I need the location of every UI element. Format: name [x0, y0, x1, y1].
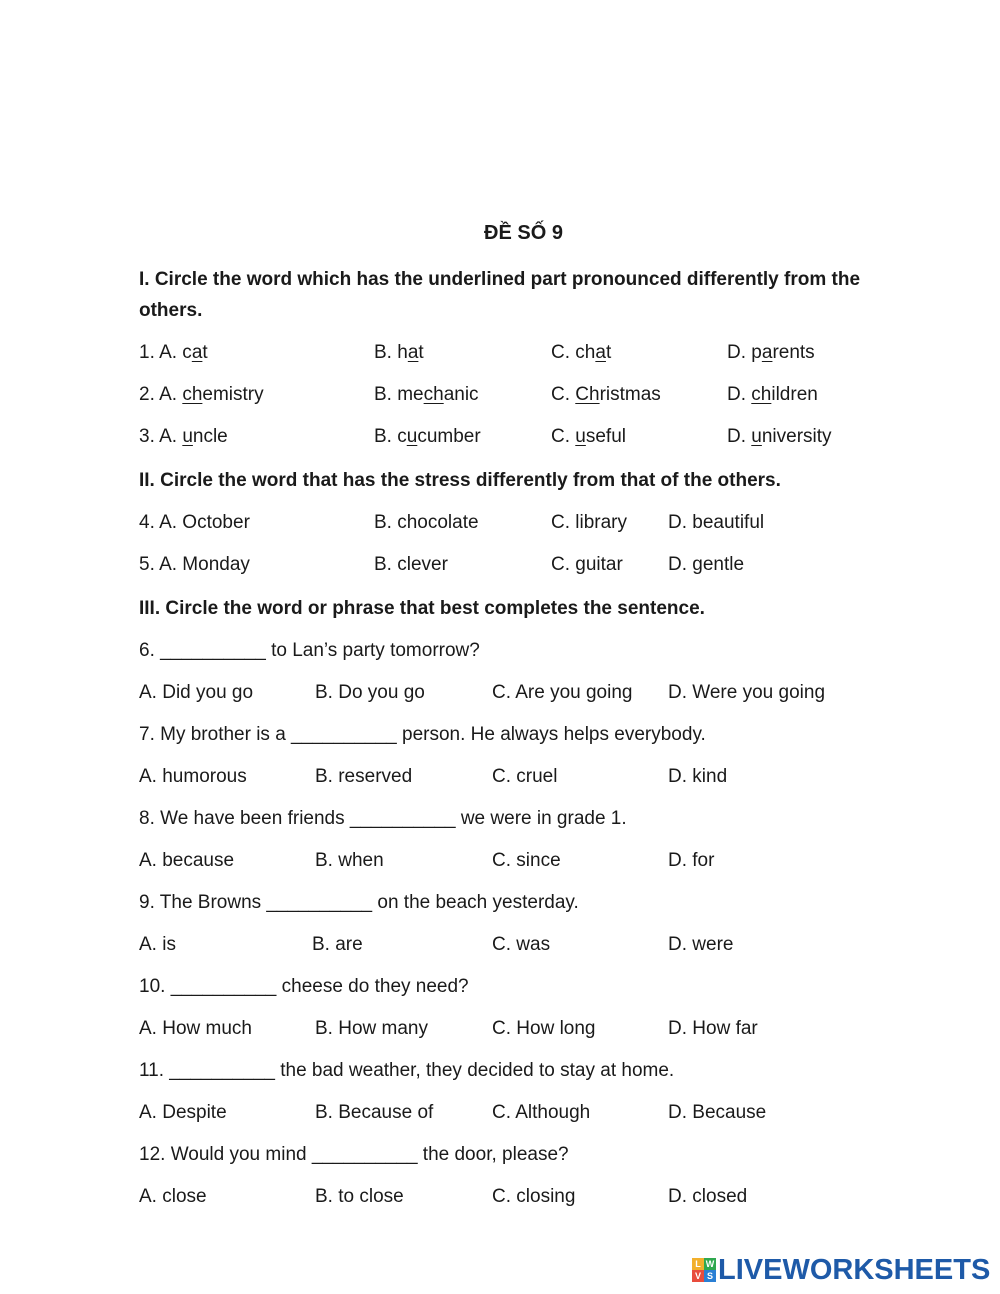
q11-option-c[interactable]: C. Although: [492, 1102, 591, 1123]
q9-option-c[interactable]: C. was: [492, 934, 551, 955]
q7-option-d[interactable]: D. kind: [668, 766, 728, 787]
q12-option-a[interactable]: A. close: [139, 1186, 207, 1207]
q2-option-a[interactable]: 2. A. chemistry: [139, 384, 264, 405]
badge-cell: S: [704, 1270, 716, 1282]
q12-option-d[interactable]: D. closed: [668, 1186, 748, 1207]
q4-option-a[interactable]: 4. A. October: [139, 512, 250, 533]
q2-option-b[interactable]: B. mechanic: [374, 384, 479, 405]
section-1-heading: I. Circle the word which has the underlined part pronounced differently from the others.: [139, 269, 861, 321]
q7-option-a[interactable]: A. humorous: [139, 766, 247, 787]
q2-option-d[interactable]: D. children: [727, 384, 818, 405]
liveworksheets-badge-icon: [692, 1258, 716, 1282]
q11-stem: 11. __________ the bad weather, they decided to stay at home.: [139, 1060, 675, 1081]
q8-option-b[interactable]: B. when: [315, 850, 384, 871]
q7-option-b[interactable]: B. reserved: [315, 766, 413, 787]
q3-option-a[interactable]: 3. A. uncle: [139, 426, 228, 447]
section-3-heading: III. Circle the word or phrase that best completes the sentence.: [139, 598, 705, 619]
q5-option-c[interactable]: C. guitar: [551, 554, 623, 575]
q2-option-c[interactable]: C. Christmas: [551, 384, 661, 405]
q6-option-a[interactable]: A. Did you go: [139, 682, 254, 703]
q10-option-d[interactable]: D. How far: [668, 1018, 758, 1039]
q1-option-d[interactable]: D. parents: [727, 342, 815, 363]
badge-cell: W: [705, 1259, 715, 1269]
logo-text: LIVEWORKSHEETS: [718, 1253, 991, 1286]
q11-option-d[interactable]: D. Because: [668, 1102, 767, 1123]
q9-option-d[interactable]: D. were: [668, 934, 734, 955]
q6-stem: 6. __________ to Lan’s party tomorrow?: [139, 640, 480, 661]
q11-option-b[interactable]: B. Because of: [315, 1102, 434, 1123]
q5-option-b[interactable]: B. clever: [374, 554, 448, 575]
q10-option-b[interactable]: B. How many: [315, 1018, 428, 1039]
badge-cell: V: [692, 1270, 704, 1282]
q11-option-a[interactable]: A. Despite: [139, 1102, 227, 1123]
q6-option-c[interactable]: C. Are you going: [492, 682, 633, 703]
q10-option-a[interactable]: A. How much: [139, 1018, 252, 1039]
q12-option-b[interactable]: B. to close: [315, 1186, 404, 1207]
q9-option-b[interactable]: B. are: [312, 934, 363, 955]
q4-option-d[interactable]: D. beautiful: [668, 512, 765, 533]
q7-option-c[interactable]: C. cruel: [492, 766, 558, 787]
q1-option-c[interactable]: C. chat: [551, 342, 612, 363]
q3-option-c[interactable]: C. useful: [551, 426, 626, 447]
q3-option-b[interactable]: B. cucumber: [374, 426, 481, 447]
q9-option-a[interactable]: A. is: [139, 934, 176, 955]
q8-option-d[interactable]: D. for: [668, 850, 715, 871]
q9-stem: 9. The Browns __________ on the beach yesterday.: [139, 892, 579, 913]
q4-option-b[interactable]: B. chocolate: [374, 512, 479, 533]
q10-stem: 10. __________ cheese do they need?: [139, 976, 469, 997]
q3-option-d[interactable]: D. university: [727, 426, 832, 447]
q8-option-a[interactable]: A. because: [139, 850, 235, 871]
worksheet-title: ĐỀ SỐ 9: [484, 222, 563, 244]
q7-stem: 7. My brother is a __________ person. He always helps everybody.: [139, 724, 706, 745]
q12-stem: 12. Would you mind __________ the door, please?: [139, 1144, 569, 1165]
q1-option-b[interactable]: B. hat: [374, 342, 424, 363]
q5-option-a[interactable]: 5. A. Monday: [139, 554, 250, 575]
q6-option-d[interactable]: D. Were you going: [668, 682, 826, 703]
q5-option-d[interactable]: D. gentle: [668, 554, 745, 575]
badge-cell: L: [692, 1258, 704, 1270]
q1-option-a[interactable]: 1. A. cat: [139, 342, 208, 363]
q4-option-c[interactable]: C. library: [551, 512, 628, 533]
q12-option-c[interactable]: C. closing: [492, 1186, 576, 1207]
q6-option-b[interactable]: B. Do you go: [315, 682, 425, 703]
q8-stem: 8. We have been friends __________ we were in grade 1.: [139, 808, 627, 829]
section-2-heading: II. Circle the word that has the stress differently from that of the others.: [139, 470, 781, 491]
q10-option-c[interactable]: C. How long: [492, 1018, 596, 1039]
liveworksheets-logo: [692, 1254, 990, 1286]
q8-option-c[interactable]: C. since: [492, 850, 561, 871]
